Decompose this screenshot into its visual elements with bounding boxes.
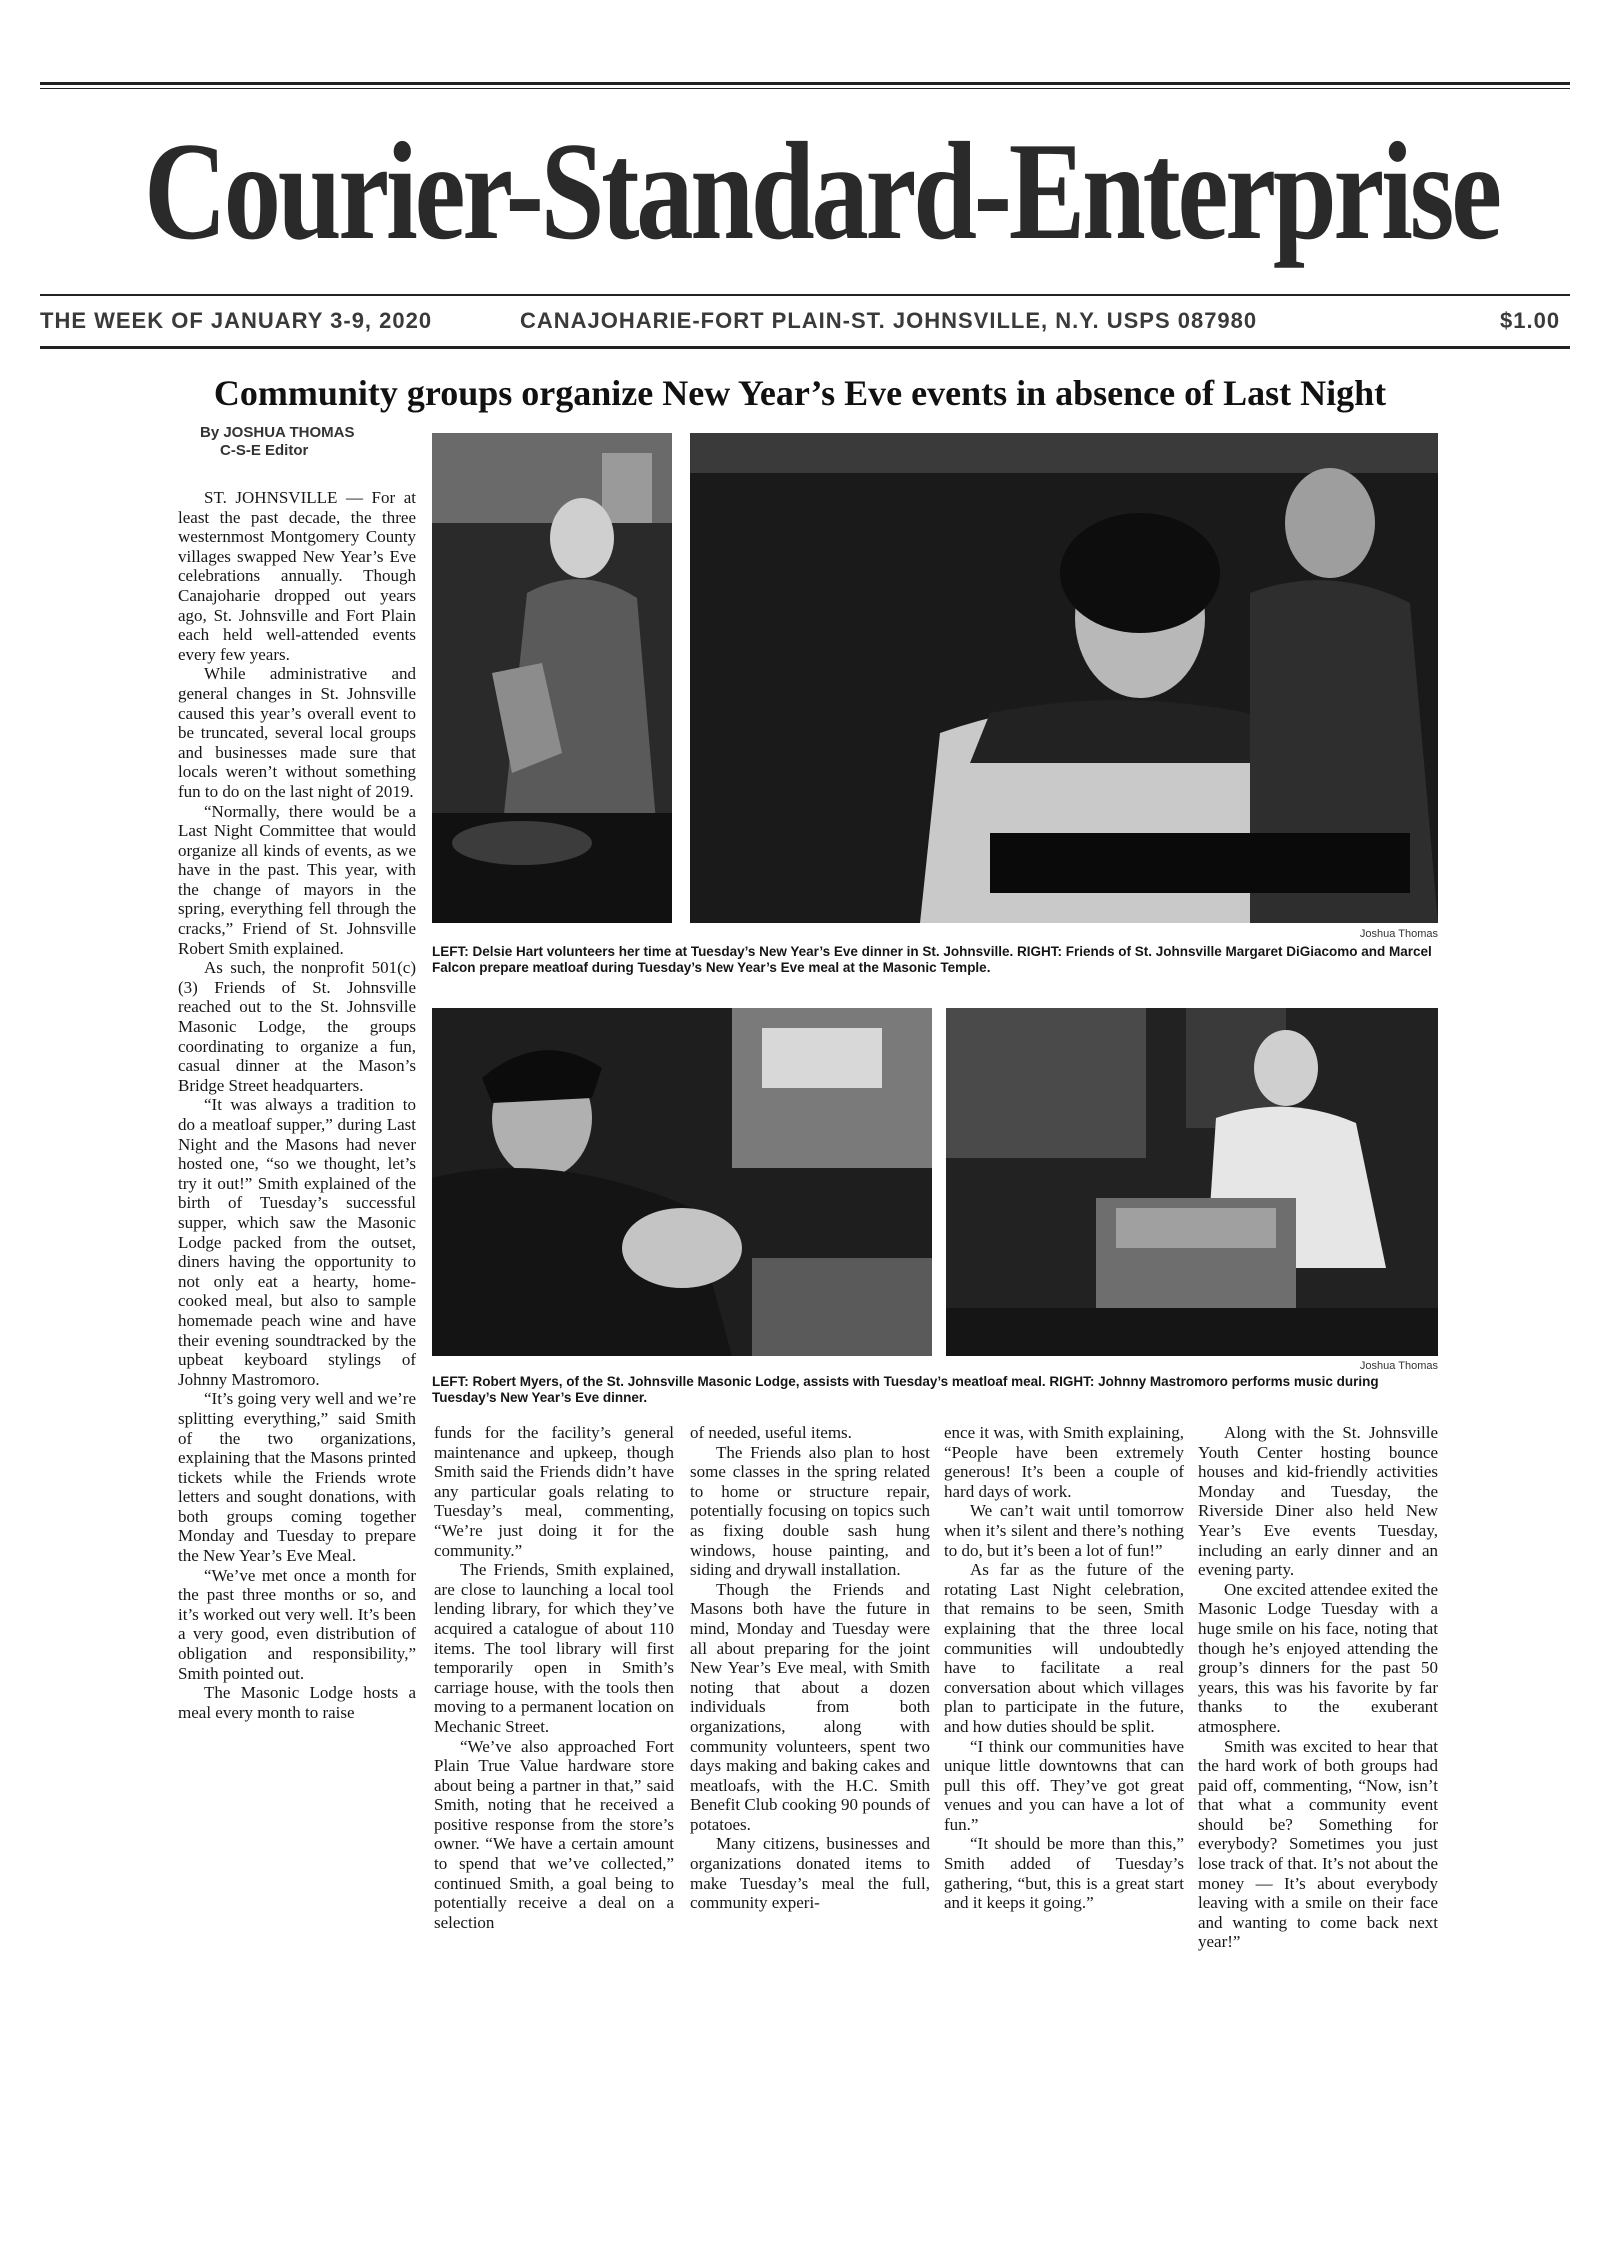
paragraph: of needed, useful items. [690, 1423, 852, 1442]
masthead-bottom-rule [40, 294, 1570, 296]
article-headline: Community groups organize New Year’s Eve events in absence of Last Night [213, 373, 1387, 413]
byline-title: C-S-E Editor [220, 442, 309, 459]
photo-credit: Joshua Thomas [1359, 928, 1438, 940]
paragraph: “I think our communities have unique little downtowns that can pull this off. They’ve got great venues and you can have a lot of fun.” [944, 1736, 1184, 1834]
newspaper-masthead: Courier-Standard-Enterprise [144, 114, 1499, 269]
paragraph: Along with the St. Johnsville Youth Center hosting bounce houses and kid-friendly activities Monday and Tuesday, the Riverside Diner also held New Year’s Eve events Tuesday, including an early dinner and an evening party. [1198, 1423, 1438, 1580]
article-column-2 [434, 1423, 674, 1932]
paragraph: “We’ve met once a month for the past three months or so, and it’s worked out very well. It’s been a very good, even distribution of obligation and responsibility,” Smith pointed out. [178, 1565, 416, 1683]
masthead-top-rule [40, 82, 1570, 85]
issue-date: THE WEEK OF JANUARY 3-9, 2020 [40, 308, 433, 333]
paragraph: “It should be more than this,” Smith added of Tuesday’s gathering, “but, this is a great start and it keeps it going.” [944, 1834, 1184, 1913]
paragraph: ence it was, with Smith explaining, “People have been extremely generous! It’s been a couple of hard days of work. [944, 1423, 1184, 1501]
byline-author: By JOSHUA THOMAS [200, 424, 355, 441]
paragraph: The Friends, Smith explained, are close to launching a local tool lending library, for which they’ve acquired a catalogue of about 110 items. The tool library will first temporarily open in Smith’s carriage house, with the tools then moving to a permanent location on Mechanic Street. [434, 1560, 674, 1736]
paragraph: “Normally, there would be a Last Night Committee that would organize all kinds of events, as we have in the past. This year, with the change of mayors in the spring, everything fell through the cracks,” Friend of St. Johnsville Robert Smith explained. [178, 801, 416, 958]
paragraph: We can’t wait until tomorrow when it’s silent and there’s nothing to do, but it’s been a lot of fun!” [944, 1501, 1184, 1560]
article-column-4 [944, 1423, 1184, 1913]
photo-credit: Joshua Thomas [1359, 1360, 1438, 1372]
paragraph: One excited attendee exited the Masonic Lodge Tuesday with a huge smile on his face, noting that though he’s enjoyed attending the group’s dinners for the past 50 years, this was his favorite by far thanks to the exuberant atmosphere. [1198, 1579, 1438, 1736]
location-line: CANAJOHARIE-FORT PLAIN-ST. JOHNSVILLE, N.Y. USPS 087980 [520, 308, 1258, 333]
byline [200, 424, 354, 460]
paragraph: As such, the nonprofit 501(c)(3) Friends of St. Johnsville reached out to the St. Johnsville Masonic Lodge, the groups coordinating to organize a fun, casual dinner at the Mason’s Bridge Street headquarters. [178, 958, 416, 1095]
photo-meatloaf-prep [690, 433, 1438, 923]
article-column-1 [178, 488, 416, 1722]
paragraph: The Masonic Lodge hosts a meal every month to raise [178, 1683, 416, 1722]
paragraph: The Friends also plan to host some classes in the spring related to home or structure repair, potentially focusing on topics such as fixing double sash hung windows, house painting, and siding and drywall installation. [690, 1442, 930, 1580]
photo-delsie-hart [432, 433, 672, 923]
paragraph: funds for the facility’s general maintenance and upkeep, though Smith said the Friends didn’t have any particular goals relating to Tuesday’s meal, commenting, “We’re just doing it for the community.” [434, 1423, 674, 1560]
photo-caption: LEFT: Robert Myers, of the St. Johnsville Masonic Lodge, assists with Tuesday’s meatloaf meal. RIGHT: Johnny Mastromoro performs music during Tuesday’s New Year’s Eve dinner. [432, 1374, 1379, 1405]
photo-robert-myers [432, 1008, 932, 1356]
price: $1.00 [1500, 308, 1561, 333]
article-column-5 [1198, 1423, 1438, 1952]
paragraph: Smith was excited to hear that the hard work of both groups had paid off, commenting, “Now, isn’t that what a community event should be? Something for everybody? Sometimes you just lose track of that. It’s not about the money — It’s about everybody leaving with a smile on their face and wanting to come back next year!” [1198, 1736, 1438, 1952]
paragraph: ST. JOHNSVILLE — For at least the past decade, the three westernmost Montgomery County villages swapped New Year’s Eve celebrations annually. Though Canajoharie dropped out years ago, St. Johnsville and Fort Plain each held well-attended events every few years. [178, 488, 416, 664]
paragraph: “We’ve also approached Fort Plain True Value hardware store about being a partner in that,” said Smith, noting that he received a positive response from the store’s owner. “We have a certain amount to spend that we’ve collected,” continued Smith, a goal being to potentially receive a deal on a selection [434, 1736, 674, 1932]
meta-bottom-rule [40, 346, 1570, 349]
paragraph: While administrative and general changes in St. Johnsville caused this year’s overall event to be truncated, several local groups and businesses made sure that locals weren’t without something fun to do on the last night of 2019. [178, 664, 416, 801]
paragraph: Though the Friends and Masons both have the future in mind, Monday and Tuesday were all about preparing for the joint New Year’s Eve meal, with Smith noting that about a dozen individuals from both organizations, along with community volunteers, spent two days making and baking cakes and meatloafs, with the H.C. Smith Benefit Club cooking 90 pounds of potatoes. [690, 1579, 930, 1834]
paragraph: “It was always a tradition to do a meatloaf supper,” during Last Night and the Masons had never hosted one, “so we thought, let’s try it out!” Smith explained of the birth of Tuesday’s successful supper, which saw the Masonic Lodge packed from the outset, diners having the opportunity to not only eat a hearty, home-cooked meal, but also to sample homemade peach wine and have their evening soundtracked by the upbeat keyboard stylings of Johnny Mastromoro. [178, 1095, 416, 1389]
masthead-top-rule-thin [40, 88, 1570, 89]
paragraph: Many citizens, businesses and organizations donated items to make Tuesday’s meal the full, community experi- [690, 1834, 930, 1913]
paragraph: “It’s going very well and we’re splitting everything,” said Smith of the two organizations, explaining that the Masons printed tickets while the Friends wrote letters and sought donations, with both groups coming together Monday and Tuesday to prepare the New Year’s Eve Meal. [178, 1389, 416, 1566]
photo-johnny-mastromoro [946, 1008, 1438, 1356]
paragraph: As far as the future of the rotating Last Night celebration, that remains to be seen, Smith explaining that the three local communities will undoubtedly have to facilitate a real conversation about which villages plan to participate in the future, and how duties should be split. [944, 1560, 1184, 1736]
article-column-3 [690, 1423, 930, 1913]
photo-caption: LEFT: Delsie Hart volunteers her time at Tuesday’s New Year’s Eve dinner in St. Johnsville. RIGHT: Friends of St. Johnsville Margaret DiGiacomo and Marcel Falcon prepare meatloaf during Tuesday’s New Year’s Eve meal at the Masonic Temple. [432, 944, 1432, 975]
